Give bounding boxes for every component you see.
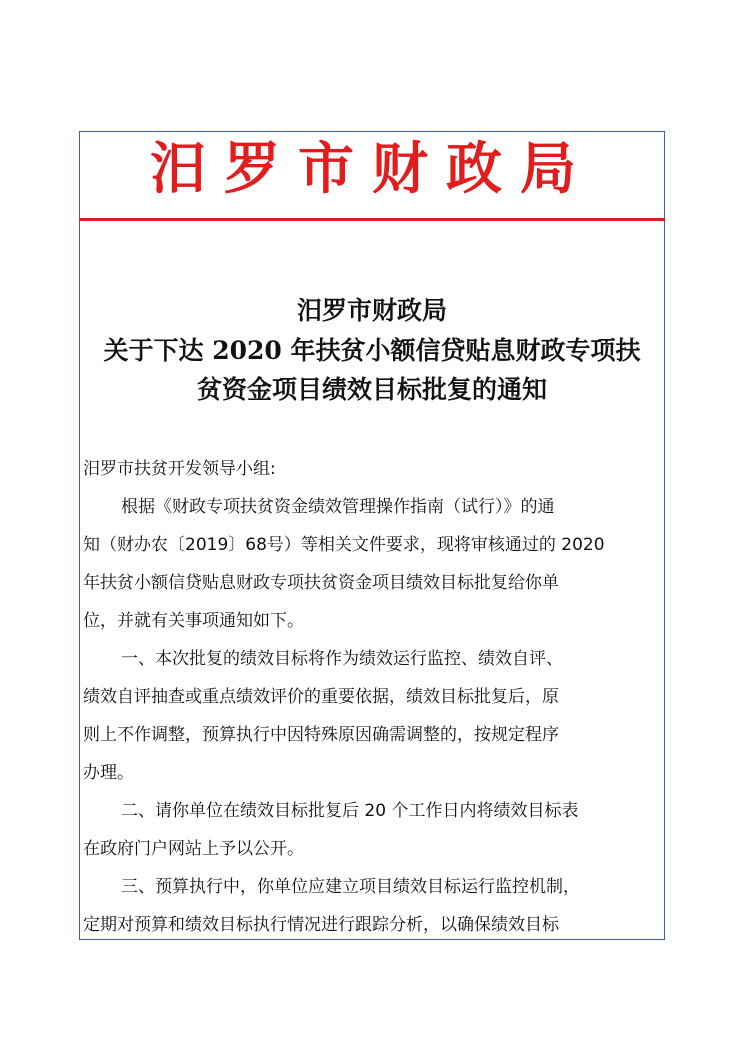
- letterhead-org-name: 汨罗市财政局: [150, 136, 594, 202]
- document-title-line-1: 汨罗市财政局: [296, 296, 447, 325]
- body-line: 一、本次批复的绩效目标将作为绩效运行监控、绩效自评、: [121, 649, 563, 669]
- recipient-line: 汨罗市扶贫开发领导小组:: [83, 459, 276, 479]
- body-line: 则上不作调整，预算执行中因特殊原因确需调整的，按规定程序: [83, 725, 559, 745]
- document-title-line-2: 关于下达 2020 年扶贫小额信贷贴息财政专项扶: [103, 336, 641, 365]
- body-line: 在政府门户网站上予以公开。: [83, 839, 304, 859]
- body-line: 办理。: [83, 763, 134, 783]
- body-line: 绩效自评抽查或重点绩效评价的重要依据，绩效目标批复后，原: [83, 687, 559, 707]
- body-line: 根据《财政专项扶贫资金绩效管理操作指南（试行）》的通: [121, 497, 555, 517]
- body-line: 定期对预算和绩效目标执行情况进行跟踪分析，以确保绩效目标: [83, 915, 559, 935]
- letterhead-red-rule: [79, 218, 665, 221]
- body-line: 知（财办农〔2019〕68号）等相关文件要求，现将审核通过的 2020: [83, 535, 605, 555]
- body-line: 二、请你单位在绩效目标批复后 20 个工作日内将绩效目标表: [121, 801, 579, 821]
- body-line: 年扶贫小额信贷贴息财政专项扶贫资金项目绩效目标批复给你单: [83, 573, 559, 593]
- body-line: 位，并就有关事项通知如下。: [83, 611, 304, 631]
- body-line: 三、预算执行中，你单位应建立项目绩效目标运行监控机制，: [121, 877, 580, 897]
- document-title-line-3: 贫资金项目绩效目标批复的通知: [196, 375, 547, 404]
